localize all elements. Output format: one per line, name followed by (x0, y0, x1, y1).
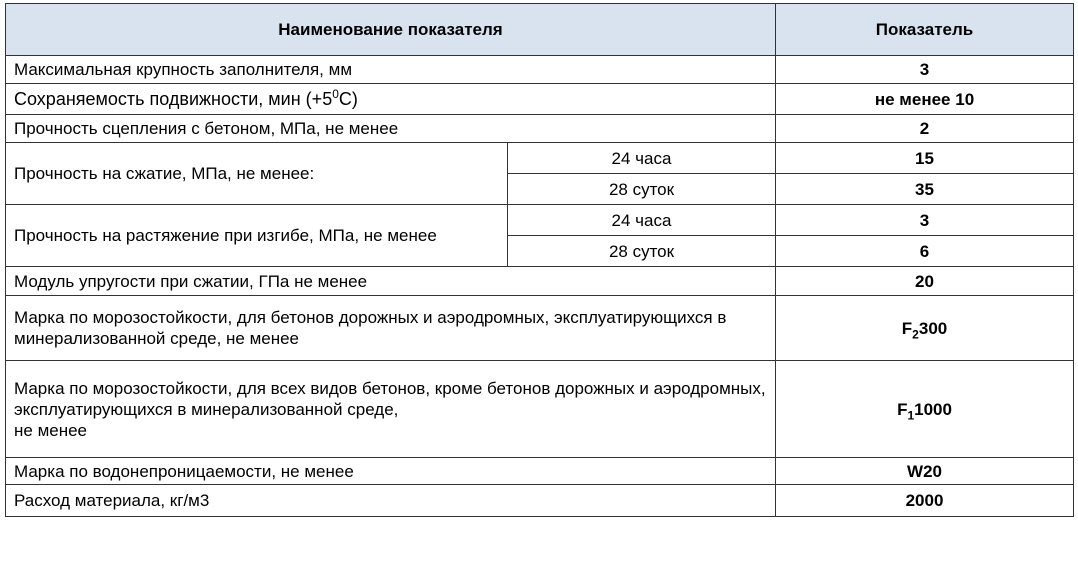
period-cell: 24 часа (508, 205, 776, 236)
row-value-cell (776, 361, 1074, 458)
value-text-end: 300 (918, 318, 948, 338)
table-row (6, 485, 1074, 517)
row-name-cell: Максимальная крупность заполнителя, мм (6, 56, 776, 84)
row-name-cell: Прочность сцепления с бетоном, МПа, не менее (6, 115, 776, 143)
subscript-index: 2 (912, 326, 919, 341)
header-value-cell: Показатель (776, 4, 1074, 56)
row-value-cell: 20 (776, 267, 1074, 296)
row-name-cell: Марка по морозостойкости, для бетонов дорожных и аэродромных, эксплуатирующихся в минерализованной среде, не менее (6, 296, 776, 361)
row-name-cell: Марка по водонепроницаемости, не менее (6, 458, 776, 485)
subscript-index: 1 (907, 407, 915, 422)
row-value-cell: 3 (776, 205, 1074, 236)
header-name-cell: Наименование показателя (6, 4, 776, 56)
table-row (6, 361, 1074, 458)
table-header-row (6, 4, 1074, 56)
period-cell: 28 суток (508, 174, 776, 205)
row-value-cell: 35 (776, 174, 1074, 205)
row-value-cell: 2000 (776, 485, 1074, 517)
superscript-degree: 0 (332, 86, 339, 101)
table-row (6, 267, 1074, 296)
row-value-cell: 2 (776, 115, 1074, 143)
properties-table (5, 3, 1074, 517)
row-name-cell: Прочность на растяжение при изгибе, МПа, не менее (6, 205, 508, 267)
table-row (6, 143, 1074, 174)
row-value-cell: 6 (776, 236, 1074, 267)
name-text-end: С) (338, 88, 358, 109)
table-row (6, 458, 1074, 485)
row-name-cell: Прочность на сжатие, МПа, не менее: (6, 143, 508, 205)
name-text-line2: не менее (14, 420, 88, 440)
table-row (6, 296, 1074, 361)
row-name-cell (6, 84, 776, 115)
value-text-end: 1000 (914, 399, 952, 419)
table-row (6, 205, 1074, 236)
value-text: F (901, 318, 913, 338)
row-value-cell: W20 (776, 458, 1074, 485)
row-value-cell: 3 (776, 56, 1074, 84)
period-cell: 24 часа (508, 143, 776, 174)
row-name-cell: Модуль упругости при сжатии, ГПа не менее (6, 267, 776, 296)
value-text: F (897, 399, 908, 419)
name-text: Сохраняемость подвижности, мин (+5 (14, 88, 333, 109)
row-name-cell (6, 361, 776, 458)
row-name-cell: Расход материала, кг/м3 (6, 485, 776, 517)
table-row (6, 56, 1074, 84)
row-value-cell (776, 296, 1074, 361)
name-text: Марка по морозостойкости, для всех видов бетонов, кроме бетонов дорожных и аэродромных, эксплуатирующихся в минерализованной среде, (14, 378, 766, 419)
row-value-cell: не менее 10 (776, 84, 1074, 115)
row-value-cell: 15 (776, 143, 1074, 174)
period-cell: 28 суток (508, 236, 776, 267)
table-row (6, 115, 1074, 143)
table-row (6, 84, 1074, 115)
